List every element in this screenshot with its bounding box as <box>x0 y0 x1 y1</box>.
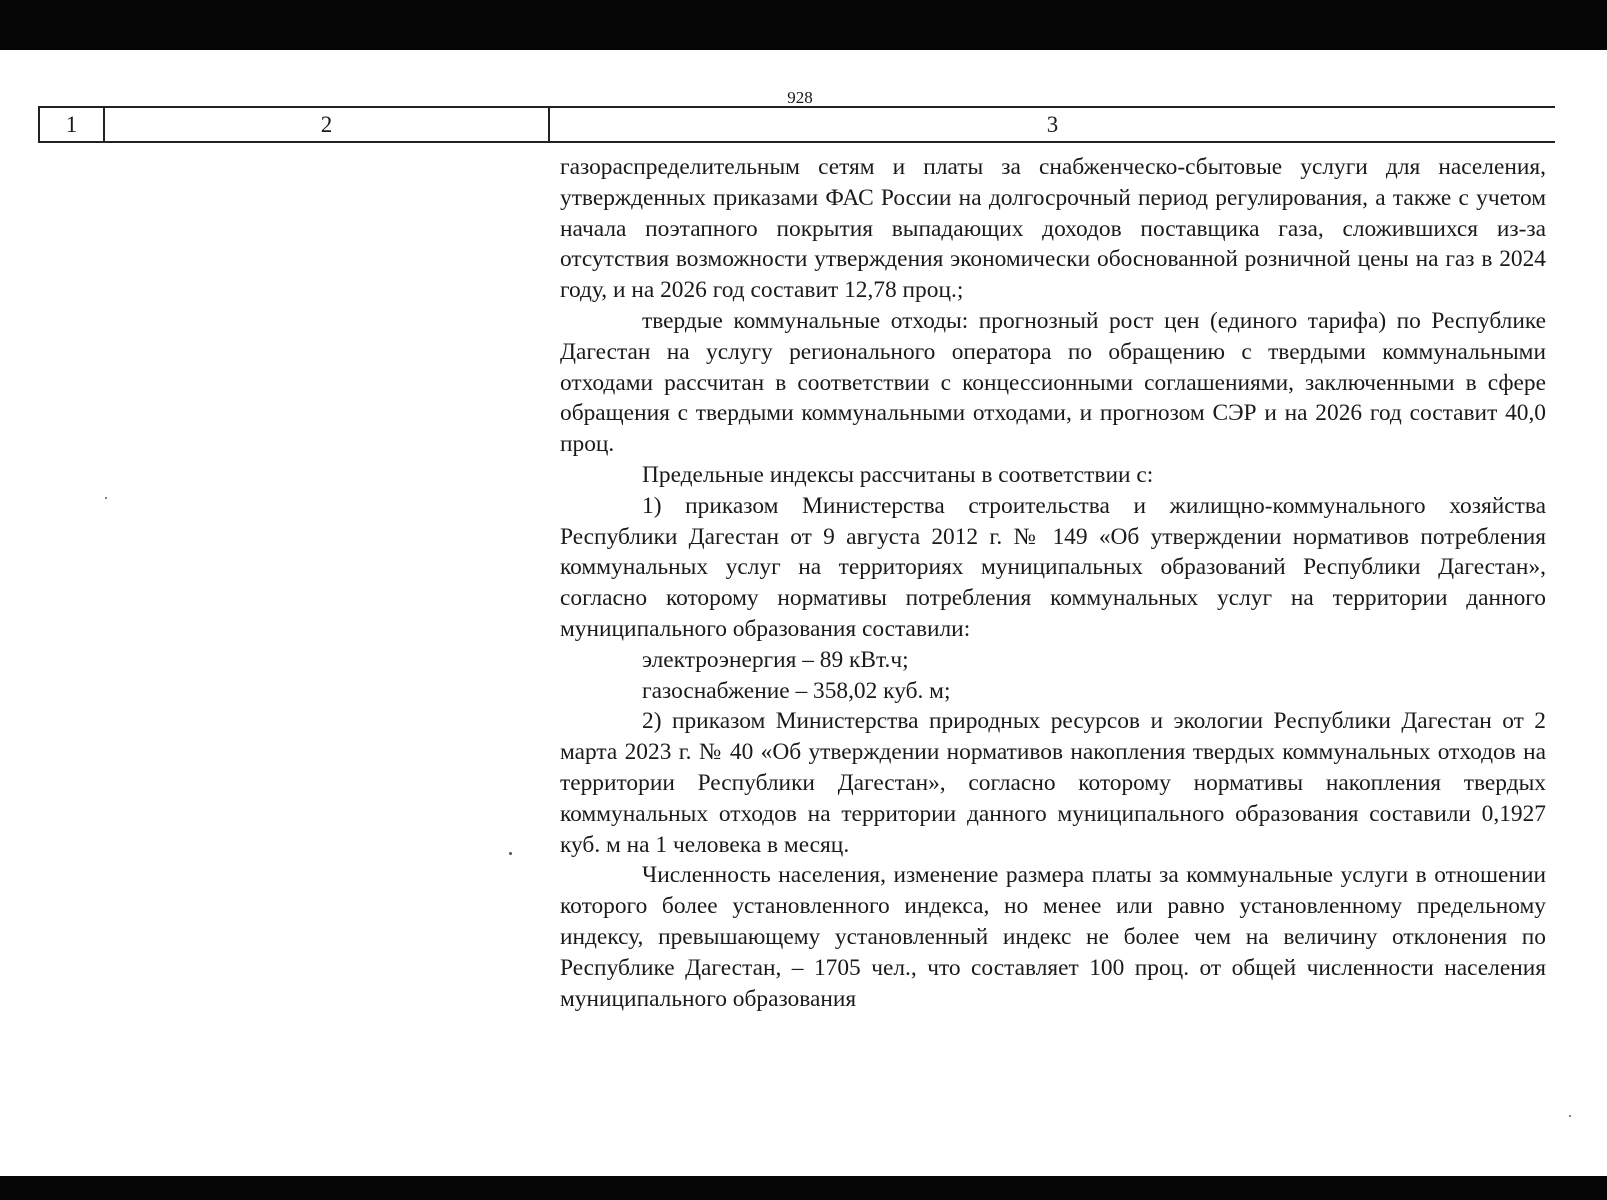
scan-speck <box>1569 1115 1571 1117</box>
paragraph: 1) приказом Министерства строительства и жилищно-коммунального хозяйства Республики Дагестан от 9 августа 2012 г. № 149 «Об утверждении нормативов потребления коммунальных услуг на территориях муниципальных образований Республики Дагестан», согласно которому нормативы потребления коммунальных услуг на территории данного муниципального образования составили: <box>560 492 1546 642</box>
document-body <box>560 152 1546 1014</box>
column-header-3: 3 <box>1046 112 1059 137</box>
paragraph: Численность населения, изменение размера платы за коммунальные услуги в отношении которого более установленного индекса, но менее или равно установленному предельному индексу, превышающему установленный индекс не более чем на величину отклонения по Республике Дагестан, – 1705 чел., что составляет 100 проц. от общей численности населения муниципального образования <box>560 862 1546 1012</box>
column-header-1: 1 <box>40 108 105 141</box>
scan-border-top <box>0 0 1607 50</box>
column-header-2: 2 <box>105 108 550 141</box>
page-number: 928 <box>787 88 813 107</box>
paragraph: 2) приказом Министерства природных ресурсов и экологии Республики Дагестан от 2 марта 2023 г. № 40 «Об утверждении нормативов накопления твердых коммунальных отходов на территории Республики Дагестан», согласно которому нормативы накопления твердых коммунальных отходов на территории данного муниципального образования составили 0,1927 куб. м на 1 человека в месяц. <box>560 708 1546 858</box>
scan-speck <box>105 497 107 499</box>
paragraph: твердые коммунальные отходы: прогнозный рост цен (единого тарифа) по Республике Дагестан на услугу регионального оператора по обращению с твердыми коммунальными отходами рассчитан в соответствии с концессионными соглашениями, заключенными в сфере обращения с твердыми коммунальными отходами, и прогнозом СЭР и на 2026 год составит 40,0 проц. <box>560 307 1546 458</box>
paragraph: электроэнергия – 89 кВт.ч; <box>642 646 909 673</box>
paragraph: газоснабжение – 358,02 куб. м; <box>642 677 951 704</box>
scan-speck <box>509 852 512 855</box>
scan-border-bottom <box>0 1176 1607 1200</box>
paragraph: газораспределительным сетям и платы за снабженческо-сбытовые услуги для населения, утвержденных приказами ФАС России на долгосрочный период регулирования, а также с учетом начала поэтапного покрытия выпадающих доходов поставщика газа, сложившихся из-за отсутствия возможности утверждения экономически обоснованной розничной цены на газ в 2024 году, и на 2026 год составит 12,78 проц.; <box>560 154 1546 304</box>
paragraph: Предельные индексы рассчитаны в соответствии с: <box>642 461 1154 488</box>
column-header-row <box>38 106 1555 143</box>
